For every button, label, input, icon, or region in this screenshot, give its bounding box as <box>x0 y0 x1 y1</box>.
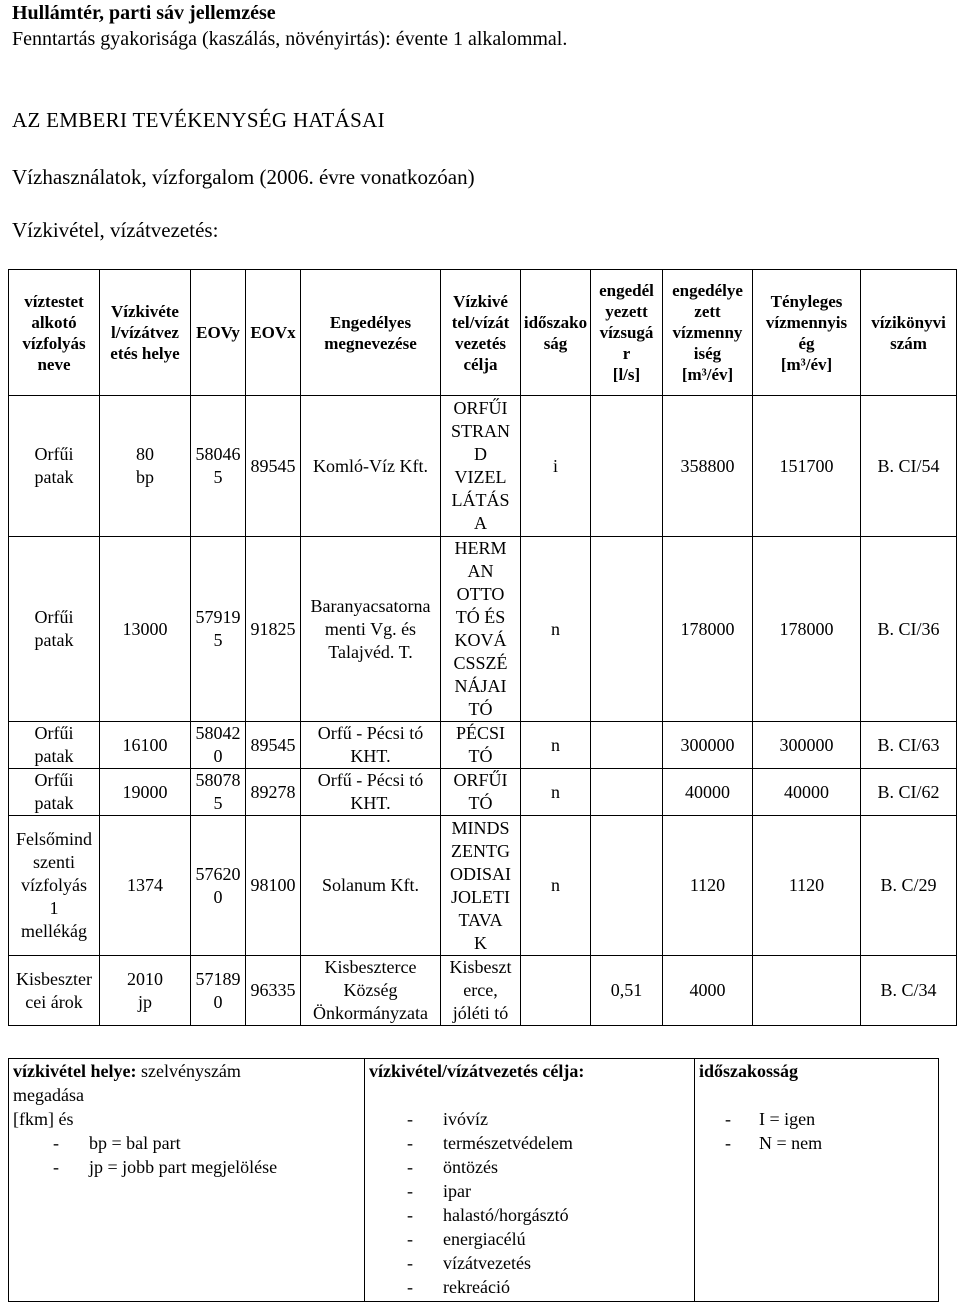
legend-item <box>13 1131 364 1155</box>
table-cell-permitted <box>663 396 753 537</box>
table-cell-eovy <box>191 769 246 816</box>
legend-dash: - <box>53 1157 59 1177</box>
cell-value: 91825 <box>250 618 296 639</box>
table-row <box>9 769 957 816</box>
table-cell-place <box>100 956 191 1026</box>
cell-value: 178000 <box>779 618 834 639</box>
cell-value: 89278 <box>250 781 296 802</box>
legend-item-label: öntözés <box>443 1157 498 1177</box>
table-cell-book <box>861 769 957 816</box>
cell-value: B. CI/63 <box>877 734 940 755</box>
legend-purpose-title: vízkivétel/vízátvezetés célja: <box>369 1061 585 1081</box>
cell-value: 57919 5 <box>195 607 241 650</box>
header-cell <box>191 270 246 396</box>
table-cell-eovx <box>246 722 301 769</box>
header-label: EOVx <box>250 323 296 342</box>
legend-item <box>365 1155 694 1179</box>
table-cell-purpose <box>441 537 521 722</box>
header-label: Vízkivé tel/vízát vezetés célja <box>451 291 510 374</box>
cell-value: Orfűi patak <box>34 770 74 813</box>
section-title: AZ EMBERI TEVÉKENYSÉG HATÁSAI <box>12 108 385 132</box>
table-row <box>9 956 957 1026</box>
cell-value: B. C/29 <box>880 875 937 895</box>
cell-value: 40000 <box>784 781 829 802</box>
header-cell <box>100 270 191 396</box>
legend-item-label: jp = jobb part megjelölése <box>89 1157 278 1177</box>
cell-value: 300000 <box>680 734 735 755</box>
table-cell-permitted <box>663 722 753 769</box>
legend-item-label: N = nem <box>759 1133 823 1153</box>
legend-item-label: I = igen <box>759 1109 816 1129</box>
subheading: Vízkivétel, vízátvezetés: <box>12 218 219 242</box>
table-row <box>9 537 957 722</box>
table-cell-permitted <box>663 816 753 956</box>
table-cell-permit <box>301 537 441 722</box>
legend-dash: - <box>407 1253 413 1273</box>
cell-value: PÉCSI TÓ <box>455 723 506 766</box>
table-cell-period <box>521 722 591 769</box>
table-cell-book <box>861 722 957 769</box>
header-cell <box>663 270 753 396</box>
cell-value: 13000 <box>122 618 168 639</box>
legend-place-line3: [fkm] és <box>13 1109 74 1129</box>
table-cell-permit <box>301 816 441 956</box>
table-cell-permitted <box>663 537 753 722</box>
legend-item <box>695 1131 938 1155</box>
cell-value: Orfűi patak <box>34 723 74 766</box>
legend-item-label: természetvédelem <box>443 1133 573 1153</box>
header-cell <box>441 270 521 396</box>
header-label: Tényleges vízmennyis ég [m³/év] <box>765 291 848 374</box>
cell-value: Orfű - Pécsi tó KHT. <box>317 723 424 766</box>
cell-value: B. CI/36 <box>877 618 940 639</box>
table-cell-eovy <box>191 956 246 1026</box>
table-cell-purpose <box>441 396 521 537</box>
legend-item <box>365 1107 694 1131</box>
table-cell-name <box>9 769 100 816</box>
table-cell-eovy <box>191 537 246 722</box>
legend-item-label: energiacélú <box>443 1229 526 1249</box>
cell-value: 178000 <box>680 618 735 639</box>
cell-value: 358800 <box>680 455 735 476</box>
cell-value: B. CI/54 <box>877 455 940 476</box>
cell-value: MINDS ZENTG ODISAI JOLETI TAVA K <box>450 817 511 953</box>
table-cell-actual <box>753 722 861 769</box>
cell-value: 98100 <box>250 875 296 895</box>
table-cell-actual <box>753 956 861 1026</box>
table-cell-purpose <box>441 816 521 956</box>
legend-item-label: vízátvezetés <box>443 1253 531 1273</box>
header-label: engedélye zett vízmenny iség [m³/év] <box>672 281 743 384</box>
cell-value: Solanum Kft. <box>322 875 419 895</box>
table-cell-permit <box>301 769 441 816</box>
legend-item <box>365 1227 694 1251</box>
cell-value: Felsőmind szenti vízfolyás 1 mellékág <box>15 829 92 941</box>
water-use-table <box>8 269 957 1026</box>
header-cell <box>9 270 100 396</box>
header-cell <box>301 270 441 396</box>
cell-value: ORFŰI STRAN D VIZEL LÁTÁS A <box>450 398 510 533</box>
legend-place-title: vízkivétel helye: <box>13 1061 137 1081</box>
cell-value: i <box>552 455 558 476</box>
cell-value: 96335 <box>250 980 296 1000</box>
cell-value: 1374 <box>127 875 163 895</box>
legend-dash: - <box>407 1205 413 1225</box>
cell-value: 151700 <box>779 455 834 476</box>
table-row <box>9 816 957 956</box>
header-cell <box>591 270 663 396</box>
header-label: Engedélyes megnevezése <box>324 312 417 353</box>
legend-dash: - <box>725 1133 731 1153</box>
table-cell-name <box>9 722 100 769</box>
table-cell-period <box>521 816 591 956</box>
table-cell-place <box>100 722 191 769</box>
cell-value: B. C/34 <box>880 980 937 1000</box>
header-label: Vízkivéte l/vízátvez etés helye <box>110 302 180 363</box>
legend-dash: - <box>407 1133 413 1153</box>
table-cell-purpose <box>441 722 521 769</box>
legend-item-label: halastó/horgásztó <box>443 1205 569 1225</box>
cell-value: n <box>551 781 560 802</box>
table-cell-period <box>521 956 591 1026</box>
table-cell-flow <box>591 769 663 816</box>
table-row <box>9 396 957 537</box>
page-heading: Hullámtér, parti sáv jellemzése <box>12 2 276 24</box>
table-cell-name <box>9 537 100 722</box>
legend-item <box>365 1275 694 1299</box>
table-cell-flow <box>591 537 663 722</box>
legend-col-purpose <box>365 1059 695 1302</box>
table-cell-permit <box>301 956 441 1026</box>
cell-value: Komló-Víz Kft. <box>313 455 428 476</box>
cell-value: 300000 <box>779 734 834 755</box>
table-cell-book <box>861 396 957 537</box>
legend-dash: - <box>407 1157 413 1177</box>
legend-period-title: időszakosság <box>699 1061 799 1081</box>
table-cell-purpose <box>441 769 521 816</box>
table-cell-flow <box>591 396 663 537</box>
legend-dash: - <box>407 1277 413 1297</box>
header-label: EOVy <box>196 323 240 342</box>
legend-item <box>695 1107 938 1131</box>
table-header-row <box>9 270 957 396</box>
cell-value: 57189 0 <box>195 968 241 1012</box>
header-label: időszako ság <box>523 312 588 353</box>
cell-value: 57620 0 <box>195 863 241 907</box>
table-cell-period <box>521 537 591 722</box>
header-label: víztestet alkotó vízfolyás neve <box>22 291 86 374</box>
maintenance-text: Fenntartás gyakorisága (kaszálás, növényirtás): évente 1 alkalommal. <box>12 28 568 50</box>
legend-item <box>13 1155 364 1179</box>
legend-item-label: bp = bal part <box>89 1133 181 1153</box>
legend-item <box>365 1251 694 1275</box>
legend-col-place <box>9 1059 365 1302</box>
table-cell-eovx <box>246 396 301 537</box>
legend-item <box>365 1179 694 1203</box>
legend-item <box>365 1131 694 1155</box>
legend-dash: - <box>407 1109 413 1129</box>
table-cell-place <box>100 769 191 816</box>
cell-value: 58042 0 <box>195 723 241 766</box>
table-cell-eovx <box>246 537 301 722</box>
cell-value: 16100 <box>122 734 168 755</box>
subsection-title: Vízhasználatok, vízforgalom (2006. évre vonatkozóan) <box>12 165 475 189</box>
table-cell-period <box>521 396 591 537</box>
table-cell-place <box>100 537 191 722</box>
cell-value: 58078 5 <box>195 770 241 813</box>
cell-value: 1120 <box>788 875 825 895</box>
legend-col-period <box>695 1059 939 1302</box>
table-cell-flow <box>591 956 663 1026</box>
legend-place-title-rest: szelvényszám <box>136 1061 241 1081</box>
cell-value: Orfűi patak <box>34 607 74 650</box>
cell-value: Kisbeszterce Község Önkormányzata <box>313 957 428 1023</box>
cell-value: Kisbeszt erce, jóléti tó <box>449 957 512 1023</box>
table-cell-flow <box>591 816 663 956</box>
table-cell-eovy <box>191 396 246 537</box>
header-cell <box>861 270 957 396</box>
table-cell-place <box>100 816 191 956</box>
cell-value: Orfűi patak <box>34 444 74 487</box>
cell-value: 1120 <box>689 875 726 895</box>
cell-value: 40000 <box>685 781 730 802</box>
table-cell-book <box>861 816 957 956</box>
table-cell-actual <box>753 396 861 537</box>
legend-item-label: ipar <box>443 1181 471 1201</box>
legend-dash: - <box>407 1229 413 1249</box>
table-cell-name <box>9 396 100 537</box>
table-cell-book <box>861 956 957 1026</box>
legend-place-line2: megadása <box>13 1085 84 1105</box>
table-cell-purpose <box>441 956 521 1026</box>
table-cell-period <box>521 769 591 816</box>
legend-item <box>365 1203 694 1227</box>
cell-value: Baranyacsatorna menti Vg. és Talajvéd. T. <box>310 595 431 662</box>
cell-value: 4000 <box>689 980 726 1000</box>
cell-value: 2010 jp <box>127 968 163 1012</box>
cell-value: ORFŰI TÓ <box>453 770 508 813</box>
header-cell <box>246 270 301 396</box>
table-row <box>9 722 957 769</box>
legend-dash: - <box>53 1133 59 1153</box>
cell-value: 58046 5 <box>195 444 241 487</box>
cell-value: Kisbeszter cei árok <box>16 968 92 1012</box>
legend-dash: - <box>407 1181 413 1201</box>
legend-dash: - <box>725 1109 731 1129</box>
table-cell-book <box>861 537 957 722</box>
cell-value: 80 bp <box>136 444 154 487</box>
cell-value: 89545 <box>250 455 296 476</box>
cell-value: n <box>551 618 560 639</box>
table-cell-eovy <box>191 816 246 956</box>
table-cell-place <box>100 396 191 537</box>
header-cell <box>753 270 861 396</box>
table-cell-eovx <box>246 769 301 816</box>
legend-item-label: ivóvíz <box>443 1109 488 1129</box>
header-label: vízikönyvi szám <box>871 312 946 353</box>
table-cell-actual <box>753 537 861 722</box>
table-cell-actual <box>753 816 861 956</box>
cell-value: 89545 <box>250 734 296 755</box>
table-cell-permitted <box>663 956 753 1026</box>
cell-value: B. CI/62 <box>877 781 940 802</box>
cell-value: n <box>551 875 560 895</box>
legend-table <box>8 1058 939 1302</box>
table-cell-eovx <box>246 816 301 956</box>
table-cell-eovx <box>246 956 301 1026</box>
header-cell <box>521 270 591 396</box>
cell-value: 19000 <box>122 781 168 802</box>
table-cell-name <box>9 816 100 956</box>
cell-value: n <box>551 734 560 755</box>
cell-value: HERM AN OTTO TÓ ÉS KOVÁ CSSZÉ NÁJAI TÓ <box>453 538 508 719</box>
legend-item-label: rekreáció <box>443 1277 510 1297</box>
table-cell-actual <box>753 769 861 816</box>
table-cell-name <box>9 956 100 1026</box>
table-cell-permit <box>301 396 441 537</box>
table-cell-eovy <box>191 722 246 769</box>
header-label: engedél yezett vízsugá r [l/s] <box>599 281 654 384</box>
table-cell-permitted <box>663 769 753 816</box>
cell-value: 0,51 <box>610 980 643 1000</box>
table-cell-permit <box>301 722 441 769</box>
table-cell-flow <box>591 722 663 769</box>
cell-value: Orfű - Pécsi tó KHT. <box>317 770 424 813</box>
